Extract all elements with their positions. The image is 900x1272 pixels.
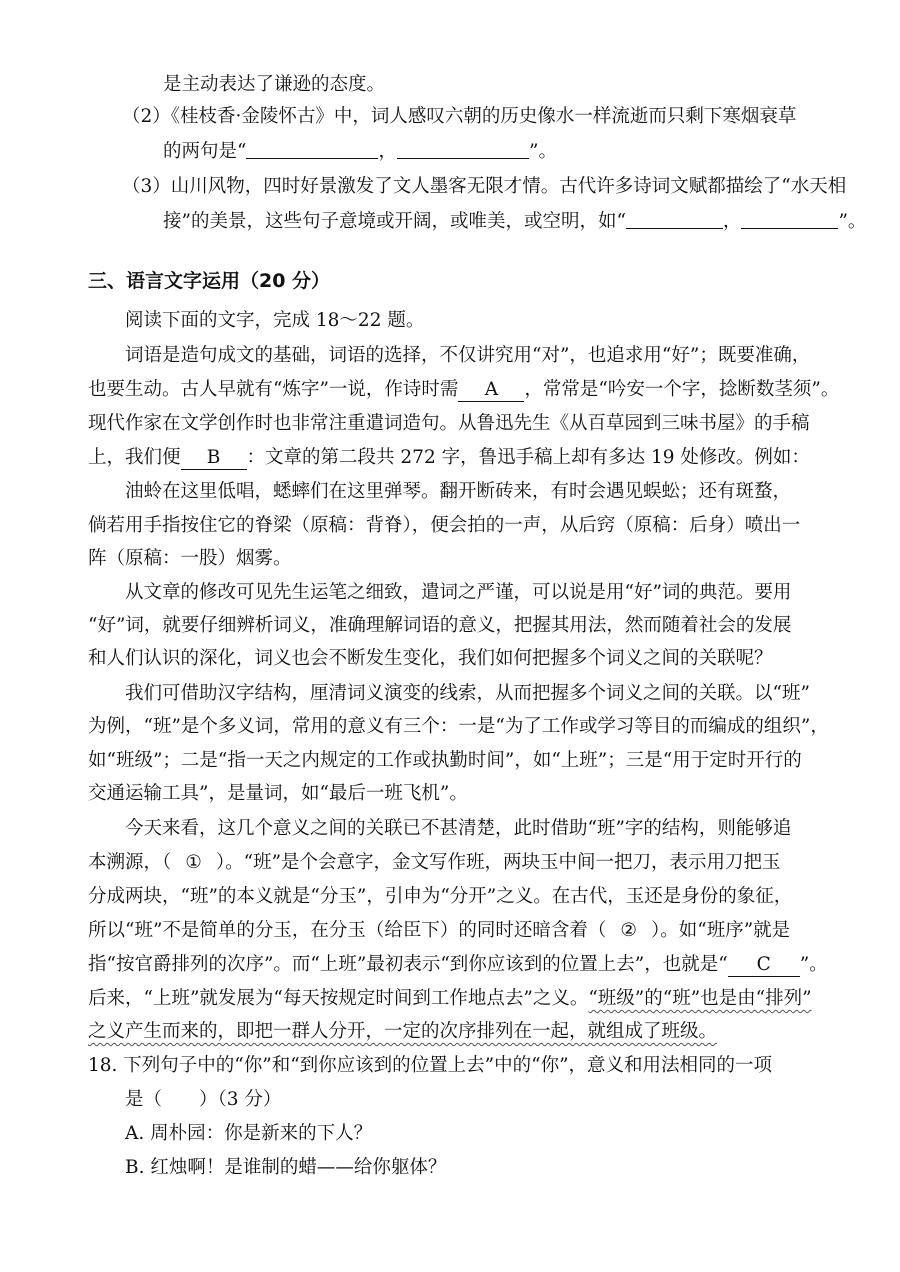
fill-blank-2b[interactable] <box>397 140 529 159</box>
text: 的两句是“ <box>163 141 247 162</box>
wavy-underlined-sentence: “班级”的“班”也是由“排列” <box>588 988 812 1009</box>
option-b[interactable]: B. 红烛啊！是谁制的蜡——给你躯体？ <box>125 1157 447 1178</box>
text: ：文章的第二段共 272 字，鲁迅手稿上却有多达 19 处修改。例如： <box>246 447 810 468</box>
fill-blank-3b[interactable] <box>741 210 838 229</box>
text: 指“按官爵排列的次序”。而“上班”最初表示“到你应该到的位置上去”，也就是“ <box>88 954 728 975</box>
text: 上，我们便 <box>88 447 181 468</box>
answer-line-continued <box>163 72 385 98</box>
question-2-line-2 <box>163 139 557 165</box>
section-3-heading: 三、语言文字运用（20 分） <box>88 270 331 292</box>
question-3-line-1 <box>122 174 846 200</box>
text: 接”的美景，这些句子意境或开阔，或唯美，或空明，如“ <box>163 211 626 232</box>
blank-A[interactable]: A <box>458 379 524 402</box>
blank-circle-2[interactable]: ② <box>620 920 638 941</box>
passage-p2-line-2: “好”词，就要仔细辨析词义，准确理解词语的意义，把握其用法，然而随着社会的发展 <box>88 615 792 636</box>
blank-circle-1[interactable]: ① <box>185 852 202 873</box>
text: 也要生动。古人早就有“炼字”一说，作诗时需 <box>88 379 459 400</box>
passage-p1-line-2 <box>88 377 839 403</box>
fill-blank-2a[interactable] <box>246 140 378 159</box>
question-3-line-2 <box>163 209 866 235</box>
reading-instruction: 阅读下面的文字，完成 18～22 题。 <box>125 310 425 331</box>
text: （3）山川风物，四时好景激发了文人墨客无限才情。古代许多诗词文赋都描绘了“水天相 <box>122 176 847 197</box>
text: ”。 <box>528 141 557 162</box>
blank-B[interactable]: B <box>181 447 247 470</box>
text: （2）《桂枝香·金陵怀古》中，词人感叹六朝的历史像水一样流逝而只剩下寒烟衰草 <box>122 106 797 127</box>
passage-p4-line-5 <box>88 952 828 978</box>
passage-p4-line-6 <box>88 986 812 1012</box>
passage-p4-line-3: 分成两块，“班”的本义就是“分玉”，引申为“分开”之义。在古代，玉还是身份的象征， <box>88 886 793 907</box>
question-2-line-1 <box>122 104 796 130</box>
passage-p1-line-4 <box>88 445 810 471</box>
passage-p3-line-2: 为例，“班”是个多义词，常用的意义有三个：一是“为了工作或学习等目的而编成的组织”， <box>88 716 829 737</box>
text: ，常常是“吟安一个字，捻断数茎须”。 <box>524 379 840 400</box>
text: 是主动表达了谦逊的态度。 <box>163 74 386 95</box>
text: ， <box>378 141 397 162</box>
passage-p3-line-3: 如“班级”；二是“指一天之内规定的工作或执勤时间”，如“上班”；三是“用于定时开行的 <box>88 750 802 771</box>
fill-blank-3a[interactable] <box>626 210 723 229</box>
option-a[interactable]: A. 周朴园：你是新来的下人？ <box>125 1123 373 1144</box>
excerpt-line-3: 阵（原稿：一股）烟雾。 <box>88 548 292 569</box>
text: ”。 <box>799 954 828 975</box>
passage-p2-line-1: 从文章的修改可见先生运笔之细致，遣词之严谨，可以说是用“好”词的典范。要用 <box>125 582 792 603</box>
passage-p4-line-4 <box>88 918 790 944</box>
text: 所以“班”不是简单的分玉，在分玉（给臣下）的同时还暗含着（ <box>88 920 607 941</box>
text: ， <box>722 211 742 232</box>
text: ”。 <box>838 211 867 232</box>
passage-p1-line-1: 词语是造句成文的基础，词语的选择，不仅讲究用“对”，也追求用“好”；既要准确， <box>125 345 811 366</box>
passage-p4-line-2 <box>88 850 781 876</box>
blank-C[interactable]: C <box>728 954 800 977</box>
text: ）。“班”是个会意字，金文写作班，两块玉中间一把刀，表示用刀把玉 <box>215 852 781 873</box>
wavy-underlined-sentence: 之义产生而来的，即把一群人分开，一定的次序排列在一起，就组成了班级。 <box>88 1021 718 1042</box>
passage-p3-line-4: 交通运输工具”，是量词，如“最后一班飞机”。 <box>88 783 468 804</box>
text: ）。如“班序”就是 <box>651 920 791 941</box>
question-18-stem-line-1: 18. 下列句子中的“你”和“到你应该到的位置上去”中的“你”，意义和用法相同的一项 <box>88 1055 773 1076</box>
text: 后来，“上班”就发展为“每天按规定时间到工作地点去”之义。 <box>88 988 589 1009</box>
excerpt-line-1: 油蛉在这里低唱，蟋蟀们在这里弹琴。翻开断砖来，有时会遇见蜈蚣；还有斑蝥， <box>125 481 792 502</box>
passage-p1-line-3: 现代作家在文学创作时也非常注重遣词造句。从鲁迅先生《从百草园到三味书屋》的手稿 <box>88 413 810 434</box>
passage-p2-line-3: 和人们认识的深化，词义也会不断发生变化，我们如何把握多个词义之间的关联呢？ <box>88 648 773 669</box>
passage-p4-line-7 <box>88 1019 717 1045</box>
excerpt-line-2: 倘若用手指按住它的脊梁（原稿：背脊），便会拍的一声，从后窍（原稿：后身）喷出一 <box>88 515 801 536</box>
passage-p4-line-1: 今天来看，这几个意义之间的关联已不甚清楚，此时借助“班”字的结构，则能够追 <box>125 818 792 839</box>
question-18-stem-line-2: 是（ ）（3 分） <box>125 1089 282 1110</box>
text: 本溯源，（ <box>88 852 172 873</box>
passage-p3-line-1: 我们可借助汉字结构，厘清词义演变的线索，从而把握多个词义之间的关联。以“班” <box>125 683 810 704</box>
